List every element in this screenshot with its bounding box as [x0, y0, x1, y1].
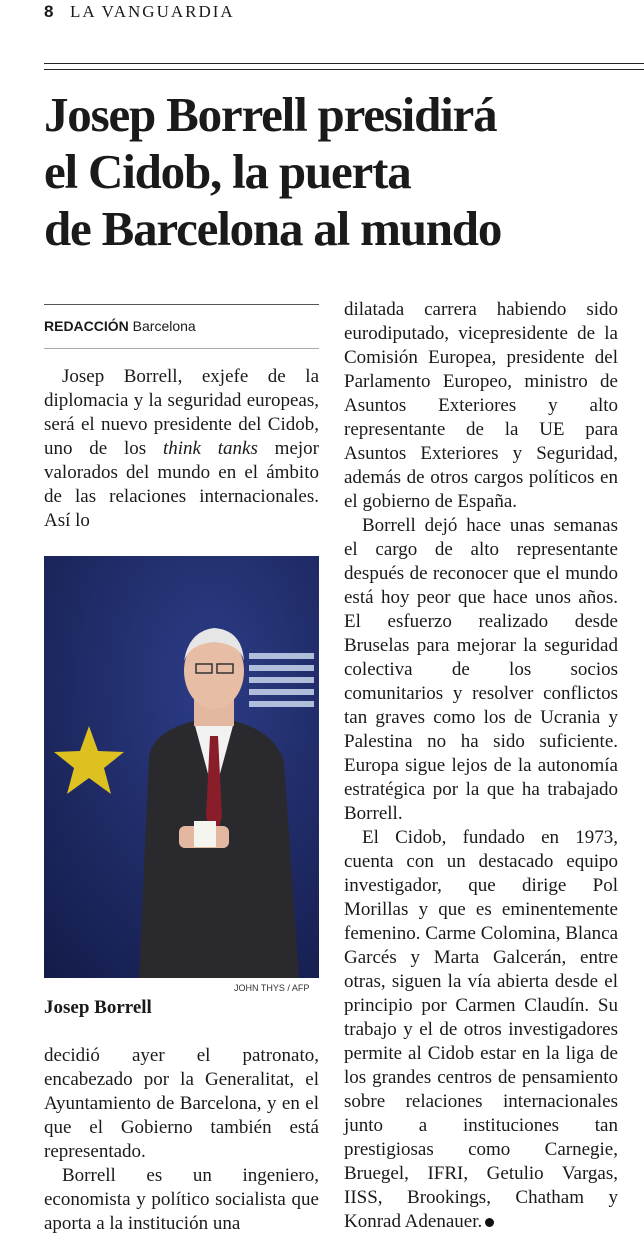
byline-place: Barcelona — [132, 318, 196, 334]
header-rule-bottom — [44, 69, 644, 70]
article-column-2 — [344, 298, 618, 1234]
page-number: 8 — [44, 2, 54, 21]
paragraph: Borrell dejó hace unas semanas el cargo de alto representante después de reconocer que el mundo está hoy peor que hace unos años. El esfuerzo realizado desde Bruselas para mejorar la seguridad colectiva de los socios comunitarios y resolver conflictos tan graves como los de Ucrania y Palestina no ha sido suficiente. Europa sigue lejos de la autonomía estratégica por la que ha trabajado Borrell. — [344, 515, 618, 824]
byline-rule-top — [44, 304, 319, 305]
headline-line-3: de Barcelona al mundo — [44, 201, 502, 256]
end-of-article-icon — [485, 1218, 494, 1227]
photo-caption: Josep Borrell — [44, 997, 152, 1018]
page-header — [0, 0, 644, 30]
headline-line-2: el Cidob, la puerta — [44, 144, 411, 199]
newspaper-name: LA VANGUARDIA — [70, 2, 235, 21]
byline — [44, 318, 196, 334]
headline — [44, 86, 634, 257]
byline-author: REDACCIÓN — [44, 318, 129, 334]
paragraph-final: El Cidob, fundado en 1973, cuenta con un destacado equipo investigador, que dirige Pol Morillas y que es eminentemente femenino. Carme Colomina, Blanca Garcés y Marta Galcerán, entre otras, siguen la vía abierta desde el principio por Carmen Claudín. Su trabajo y el de otros investigadores permite al Cidob estar en la liga de los grandes centros de pensamiento sobre relaciones internacionales junto a instituciones tan prestigiosas como Carnegie, Bruegel, IFRI, Getulio Vargas, IISS, Brookings, Chatham y Konrad Adenauer. — [344, 827, 618, 1232]
paragraph: decidió ayer el patronato, encabezado por la Generalitat, el Ayuntamiento de Barcelona, y en el que el Gobierno también está representado. — [44, 1045, 319, 1162]
think-tanks-italic: think tanks — [162, 438, 258, 459]
byline-rule-bottom — [44, 348, 319, 349]
photo-credit: JOHN THYS / AFP — [234, 983, 310, 993]
photo-josep-borrell — [44, 556, 319, 978]
headline-line-1: Josep Borrell presidirá — [44, 87, 497, 142]
paragraph: Borrell es un ingeniero, economista y político socialista que aporta a la institución una — [44, 1165, 319, 1234]
header-rule-top — [44, 63, 644, 64]
article-column-1-top — [44, 365, 319, 533]
article-column-1-bottom — [44, 1044, 319, 1236]
paragraph: dilatada carrera habiendo sido eurodiputado, vicepresidente de la Comisión Europea, presidente del Parlamento Europeo, ministro de Asuntos Exteriores y alto representante de la UE para Asuntos Exteriores y Seguridad, además de otros cargos políticos en el gobierno de España. — [344, 299, 618, 512]
photo-illustration — [44, 556, 319, 978]
paragraph-lead: Josep Borrell, exjefe de la diplomacia y la seguridad europeas, será el nuevo presidente del Cidob, uno de los think tanks mejor valorados del mundo en el ámbito de las relaciones internacionales. Así lo — [44, 366, 319, 531]
